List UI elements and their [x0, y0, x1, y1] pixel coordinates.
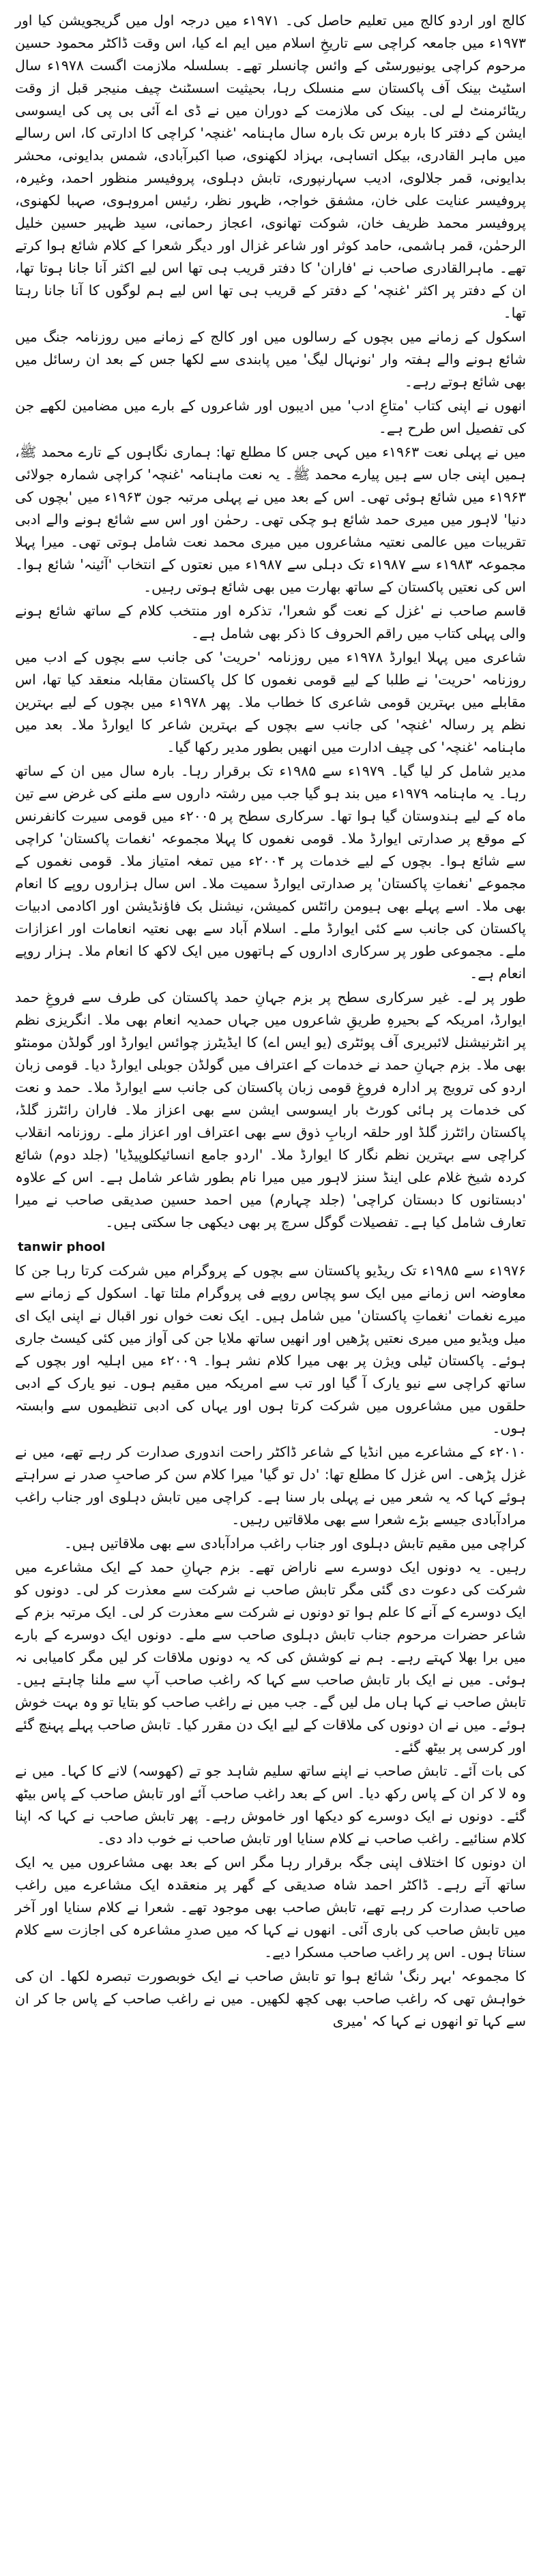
paragraph-10: ۲۰۱۰ء کے مشاعرے میں انڈیا کے شاعر ڈاکٹر راحت اندوری صدارت کر رہے تھے، میں نے غزل پڑھی۔ اس غزل کا مطلع تھا: 'دل تو گیا' میرا کلام سن کر صاحبِ صدر نے سراہتے ہوئے کہا کہ یہ شعر میں نے پہلی بار سنا ہے۔ کراچی میں تابش دہلوی اور جناب راغب مرادآبادی جیسے بڑے شعرا سے بھی ملاقاتیں رہیں۔	[15, 1444, 526, 1528]
paragraph-4: میں نے پہلی نعت ۱۹۶۳ء میں کہی جس کا مطلع تھا: ہماری نگاہوں کے تارے محمد ﷺ، ہمیں اپنی جاں سے ہیں پیارے محمد ﷺ۔ یہ نعت ماہنامہ 'غنچہ' کراچی شمارہ جولائی ۱۹۶۳ء میں شائع ہوئی تھی۔ اس کے بعد میں نے پہلی مرتبہ جون ۱۹۶۳ء میں 'بچوں کی دنیا' لاہور میں میری حمد شائع ہو چکی تھی۔ رحمٰن اور اس سے شائع ہونے والے ادبی تقریبات میں عالمی نعتیہ مشاعروں میں میری محمد نعت شامل ہوتی تھی۔ میرا پہلا مجموعہ ۱۹۸۳ء سے ۱۹۸۷ء تک دہلی سے ۱۹۸۷ء میں نعتوں کے انتخاب 'آئینہ' شائع ہوا۔ اس کی نعتیں پاکستان کے ساتھ بھارت میں بھی شائع ہوتی رہیں۔	[15, 444, 527, 595]
paragraph-2: اسکول کے زمانے میں بچوں کے رسالوں میں اور کالج کے زمانے میں روزنامہ جنگ میں شائع ہونے والے ہفتہ وار 'نونہال لیگ' میں پابندی سے لکھا جس کے بعد ان رسائل میں بھی شائع ہوتے رہے۔	[15, 329, 526, 390]
paragraph-14: ان دونوں کا اختلاف اپنی جگہ برقرار رہا مگر اس کے بعد بھی مشاعروں میں یہ ایک ساتھ آتے رہے۔ ڈاکٹر احمد شاہ صدیقی کے گھر پر منعقدہ ایک مشاعرے میں راغب صاحب صدارت کر رہے تھے، تابش صاحب بھی موجود تھے۔ شعرا نے کلام سنایا اور آخر میں تابش صاحب کی باری آئی۔ انھوں نے کہا کہ میں صدرِ مشاعرہ کی اجازت سے کلام سناتا ہوں۔ اس پر راغب صاحب مسکرا دیے۔	[15, 1854, 526, 1960]
paragraph-15: کا مجموعہ 'بہر رنگ' شائع ہوا تو تابش صاحب نے ایک خوبصورت تبصرہ لکھا۔ ان کی خواہش تھی کہ راغب صاحب بھی کچھ لکھیں۔ میں نے راغب صاحب کے پاس جا کر ان سے کہا تو انھوں نے کہا کہ 'میری	[15, 1968, 526, 2029]
paragraph-5: قاسم صاحب نے 'غزل کے نعت گو شعرا'، تذکرہ اور منتخب کلام کے ساتھ شائع ہونے والی پہلی کتاب میں راقم الحروف کا ذکر بھی شامل ہے۔	[15, 603, 526, 641]
paragraph-6: شاعری میں پہلا ایوارڈ ۱۹۷۸ء میں روزنامہ 'حریت' کی جانب سے بچوں کے ادب میں روزنامہ 'حریت' نے طلبا کے لیے قومی نغموں کا کل پاکستان مقابلہ منعقد کیا تھا، اس مقابلے میں بہترین قومی شاعری کا خطاب ملا۔ پھر ۱۹۷۸ء میں بچوں کے لیے بہترین نظم پر رسالہ 'غنچہ' کی جانب سے بچوں کے بہترین شاعر کا ایوارڈ ملا۔ بعد میں ماہنامہ 'غنچہ' کی چیف ادارت میں انھیں بطور مدیر رکھا گیا۔	[15, 649, 526, 755]
paragraph-3: انھوں نے اپنی کتاب 'متاعِ ادب' میں ادیبوں اور شاعروں کے بارے میں مضامین لکھے جن کی تفصیل اس طرح ہے۔	[15, 397, 526, 436]
paragraph-1: کالج اور اردو کالج میں تعلیم حاصل کی۔ ۱۹۷۱ء میں درجہ اول میں گریجویشن کیا اور ۱۹۷۳ء میں جامعہ کراچی سے تاریخِ اسلام میں ایم اے کیا، اس وقت ڈاکٹر محمود حسین مرحوم کراچی یونیورسٹی کے وائس چانسلر تھے۔ بسلسلہ ملازمت اگست ۱۹۷۸ء سال اسٹیٹ بینک آف پاکستان سے منسلک رہا، بحیثیت اسسٹنٹ چیف منیجر قبل از وقت ریٹائرمنٹ لے لی۔ بینک کی ملازمت کے دوران میں نے ڈی اے آئی بی پی کی ایسوسی ایشن کے دفتر کا بارہ برس تک بارہ سال ماہنامہ 'غنچہ' کراچی کا ادارتی کا، اس رسالے میں ماہر القادری، بیکل اتساہی، بہزاد لکھنوی، صبا اکبرآبادی، شمس بدایونی، محشر بدایونی، قمر جلالوی، ادیب سہارنپوری، تابش دہلوی، پروفیسر منظور احمد، وغیرہ، پروفیسر عنایت علی خان، مشفق خواجہ، ظہور نظر، رئیس امروہوی، صہبا لکھنوی، پروفیسر محمد ظریف خان، شوکت تھانوی، اعجاز رحمانی، سید ظہیر حسین خلیل الرحمٰن، قمر ہاشمی، حامد کوثر اور شاعر غزال اور دیگر شعرا کے کلام شائع ہوا کرتے تھے۔ ماہرالقادری صاحب نے 'فاران' کا دفتر قریب ہی تھا اس لیے اکثر آنا جانا ہوتا تھا، ان کے دفتر پر اکثر 'غنچہ' کے دفتر کے قریب ہی تھا اس لیے ہم لوگوں کا آنا جانا رہتا تھا۔	[15, 12, 526, 321]
paragraph-11: کراچی میں مقیم تابش دہلوی اور جناب راغب مرادآبادی سے بھی ملاقاتیں ہیں۔	[63, 1535, 526, 1551]
brand-tag-line	[15, 1235, 526, 1258]
paragraph-12: رہیں۔ یہ دونوں ایک دوسرے سے ناراض تھے۔ بزم جہانِ حمد کے ایک مشاعرے میں شرکت کی دعوت دی گئی مگر تابش صاحب نے شرکت سے معذرت کر لی۔ دونوں کو ایک دوسرے کے آنے کا علم ہوا تو دونوں نے شرکت سے معذرت کر لی۔ ایک مرتبہ بزم کے شاعر حضرات مرحوم جناب تابش دہلوی صاحب سے ملے۔ دونوں ایک دوسرے کے بارے میں برا بھلا کہتے رہے۔ ہم نے کوشش کی کہ یہ دونوں ملاقات کر لیں مگر کامیابی نہ ہوئی۔ میں نے ایک بار تابش صاحب سے کہا کہ راغب صاحب آپ سے ملنا چاہتے ہیں۔ تابش صاحب نے کہا ہاں مل لیں گے۔ جب میں نے راغب صاحب کو بتایا تو وہ بہت خوش ہوئے۔ میں نے ان دونوں کی ملاقات کے لیے ایک دن مقرر کیا۔ تابش صاحب پہلے پہنچ گئے اور کرسی پر بیٹھ گئے۔	[15, 1559, 526, 1755]
paragraph-13: کی بات آئے۔ تابش صاحب نے اپنے ساتھ سلیم شاہد جو تے (کھوسہ) لانے کا کہا۔ میں نے وہ لا کر ان کے پاس رکھ دیا۔ اس کے بعد راغب صاحب آئے اور تابش صاحب کے پاس بیٹھ گئے۔ دونوں نے ایک دوسرے کو دیکھا اور خاموش رہے۔ پھر تابش صاحب نے کہا کہ اپنا کلام سنائیے۔ راغب صاحب نے کلام سنایا اور تابش صاحب نے خوب داد دی۔	[15, 1763, 526, 1847]
paragraph-7: مدیر شامل کر لیا گیا۔ ۱۹۷۹ء سے ۱۹۸۵ء تک برقرار رہا۔ بارہ سال میں ان کے ساتھ رہا۔ یہ ماہنامہ ۱۹۷۹ء میں بند ہو گیا جب میں رشتہ داروں سے ملنے کی غرض سے تین ماہ کے لیے ہندوستان گیا ہوا تھا۔ سرکاری سطح پر ۲۰۰۵ء میں قومی سیرت کانفرنس کے موقع پر صدارتی ایوارڈ ملا۔ قومی نغموں کا پہلا مجموعہ 'نغمات پاکستان' کراچی سے شائع ہوا۔ بچوں کے لیے خدمات پر ۲۰۰۴ء میں تمغہ امتیاز ملا۔ قومی نغموں کے مجموعے 'نغماتِ پاکستان' پر صدارتی ایوارڈ سمیت ملا۔ اس سال ہزاروں روپے کا انعام بھی ملا۔ اسے پہلے بھی ہیومن رائٹس کمیشن، نیشنل بک فاؤنڈیشن اور اکادمی ادبیات پاکستان کی جانب سے کئی ایوارڈ ملے۔ اسلام آباد سے بھی نعتیہ انعامات اور اعزازات ملے۔ مجموعی طور پر سرکاری اداروں کے ہاتھوں میں ایک لاکھ کا انعام ملا۔ ہزار روپے انعام ہے۔	[15, 763, 526, 982]
paragraph-9: ۱۹۷۶ء سے ۱۹۸۵ء تک ریڈیو پاکستان سے بچوں کے پروگرام میں شرکت کرتا رہا جن کا معاوضہ اس زمانے میں ایک سو پچاس روپے فی پروگرام ملتا تھا۔ اسکول کے زمانے سے میرے نغمات 'نغماتِ پاکستان' میں شامل ہیں۔ ایک نعت خواں نور اقبال نے اپنی ایک ای میل ویڈیو میں میری نعتیں پڑھیں اور انھیں ساتھ ملایا جن کی آواز میں کئی کیسٹ جاری ہوئے۔ پاکستان ٹیلی ویژن پر بھی میرا کلام نشر ہوا۔ ۲۰۰۹ء میں اہلیہ اور بچوں کے ساتھ کراچی سے نیو یارک آ گیا اور تب سے امریکہ میں مقیم ہوں۔ نیو یارک کے ادبی حلقوں میں مشاعروں میں شرکت کرتا ہوں اور یہاں کی ادبی تنظیموں سے وابستہ ہوں۔	[15, 1262, 526, 1436]
article-body	[15, 10, 526, 2033]
paragraph-8: طور پر لے۔ غیر سرکاری سطح پر بزم جہانِ حمد پاکستان کی طرف سے فروغِ حمد ایوارڈ، امریکہ کے بحیرہِ طریقِ شاعروں میں جہاں حمدیہ انعام بھی ملا۔ انگریزی نظم پر انٹرنیشنل لائبریری آف پوئٹری (یو ایس اے) کا ایڈیٹرز چوائس ایوارڈ اور گولڈن مومنٹو بھی ملا۔ بزم جہانِ حمد نے خدمات کے اعتراف میں گولڈن جوبلی ایوارڈ دیا۔ قومی زبان اردو کی ترویج پر ادارہ فروغِ قومی زبان پاکستان کی جانب سے ایوارڈ ملا۔ حمد و نعت کی خدمات پر ہائی کورٹ بار ایسوسی ایشن سے بھی اعزاز ملا۔ فاران رائٹرز گلڈ، پاکستان رائٹرز گلڈ اور حلقہ اربابِ ذوق سے بھی اعتراف اور اعزاز ملے۔ روزنامہ انقلاب کراچی سے بہترین نظم نگار کا ایوارڈ ملا۔ 'اردو جامع انسائیکلوپیڈیا' (جلد دوم) شائع کردہ شیخ غلام علی اینڈ سنز لاہور میں میرا نام بطور شاعر شامل ہے۔ اس کے علاوہ 'دبستانوں کا دبستان کراچی' (جلد چہارم) میں احمد حسین صدیقی صاحب نے میرا تعارف شامل کیا ہے۔ تفصیلات گوگل سرچ پر بھی دیکھی جا سکتی ہیں۔	[15, 989, 526, 1230]
brand-tag: tanwir phool	[18, 1240, 106, 1254]
